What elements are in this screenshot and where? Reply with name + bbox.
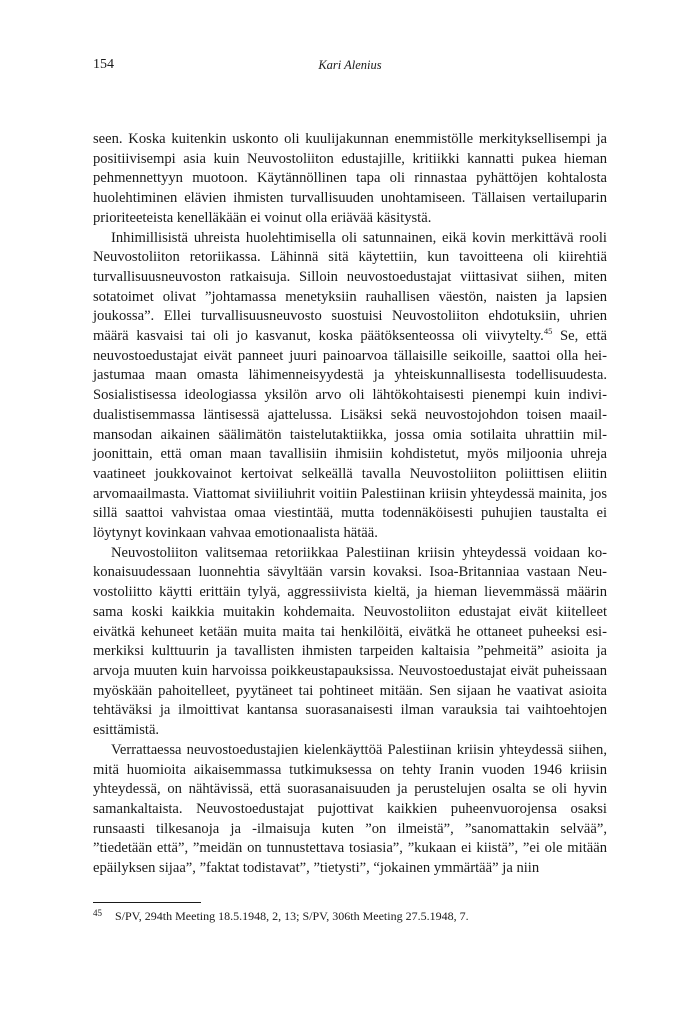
footnote-reference[interactable]: 45 <box>543 326 553 337</box>
paragraph-2-text-before-note: Inhimillisistä uhreista huolehtimisella oli satunnainen, eikä kovin merkittävä rooli Neuvostoliiton retoriikassa. Lähinnä sitä käytettiin, kun tavoitteena oli kiirehtiä turvallisuusneuvoston ratkaisuja. Silloin neuvostoedustajat viittasivat siihen, miten sotatoimet olivat ”johtamassa menetyksiin rauhallisen väestön, naisten ja lapsien joukossa”. Ellei turvallisuusneuvosto suostuisi Neuvostoliiton ehdotuksiin, uhrien määrä kasvaisi tai oli jo kasvanut, koska päätöksenteossa oli viivytelty. <box>93 229 607 345</box>
paragraph-2-text-after-note: Se, että neuvostoedustajat eivät panneet juuri painoarvoa tällaisille seikoille, saattoi olla heijastumaa maan omasta lähimenneisyydestä ja yhteiskunnallisesta todellisuudesta. Sosialistisessa ideologiassa yksilön arvo oli lähtökohtaisesti pienempi kuin individualistisemmassa läntisessä ajattelussa. Lisäksi sekä neuvostojohdon toisen maailmansodan aikainen säälimätön taistelutaktiikka, jossa omia sotilaita uhrattiin miljoonittain, että oman maan tavallisiin ihmisiin kohdistetut, myös miljoonia uhreja vaatineet joukkovainot kertoivat selkeällä tavalla Neuvostoliiton poliittisen eliitin arvomaailmasta. Viattomat siviiliuhrit voitiin Palestiinan kriisin yhteydessä mainita, jos sillä saattoi vahvistaa omaa viestintää, mutta todennäköisesti puhujien taustalta ei löytynyt kovinkaan vahvaa emotionaalista hätää. <box>93 328 607 542</box>
footnote-divider <box>93 902 201 903</box>
running-head <box>93 56 607 74</box>
paragraph-2 <box>93 229 607 544</box>
paragraph-3: Neuvostoliiton valitsemaa retoriikkaa Palestiinan kriisin yhteydessä voidaan kokonaisuudessaan luonnehtia sävyltään varsin kovaksi. Isoa-Britanniaa vastaan Neuvostoliitto käytti erittäin tylyä, aggressiivista kieltä, ja hieman lievemmässä määrin sama koski kaikkia muitakin kohdemaita. Neuvostoliiton edustajat eivät kiitelleet eivätkä kehuneet ketään muita maita tai henkilöitä, eivätkä he ottaneet puheeksi esimerkiksi kulttuurin ja tavallisten ihmisten tarpeiden kaltaisia ”pehmeitä” asioita ja arvoja muuten kuin harvoissa poikkeustapauksissa. Neuvostoedustajat eivät puheissaan myöskään pahoitelleet, pyytäneet tai pohtineet mitään. Sen sijaan he vaativat asioita tehtäväksi ja ilmoittivat kantansa suorasanaisesti ilman varauksia tai vaihtoehtojen esittämistä. <box>93 544 607 739</box>
body-text <box>93 130 607 879</box>
page-number: 154 <box>93 57 114 72</box>
paragraph-1: seen. Koska kuitenkin uskonto oli kuulijakunnan enemmistölle merkityksellisempi ja positiivisempi asia kuin Neuvostoliiton edustajille, kritiikki kannatti pukea hieman pehmennettyyn muotoon. Käytännöllinen tapa oli rinnastaa pyhättöjen kohtalosta huolehtiminen elävien ihmisten turvallisuuden unohtamiseen. Tällaisen vertailuparin prioriteeteista kenelläkään ei voinut olla eriävää käsitystä. <box>93 131 607 226</box>
footnote-number: 45 <box>93 908 102 918</box>
footnote-text: S/PV, 294th Meeting 18.5.1948, 2, 13; S/PV, 306th Meeting 27.5.1948, 7. <box>115 909 469 923</box>
paragraph-4: Verrattaessa neuvostoedustajien kielenkäyttöä Palestiinan kriisin yhteydessä siihen, mitä huomioita aikaisemmassa tutkimuksessa on tehty Iranin vuoden 1946 kriisin yhteydessä, on nähtävissä, että suorasanaisuuden ja perustelujen osalta se oli hyvin samankaltaista. Neuvostoedustajat pujottivat kaikkien puheenvuorojensa osaksi runsaasti tilkesanoja ja -ilmaisuja kuten ”on ilmeistä”, ”sanomattakin selvää”, ”tiedetään että”, ”meidän on tunnustettava tosiasia”, ”kukaan ei kiistä”, ”ei ole mitään epäilyksen sijaa”, ”faktat todistavat”, ”tietysti”, “jokainen ymmärtää” ja niin <box>93 741 607 877</box>
running-title: Kari Alenius <box>318 58 382 72</box>
book-page <box>93 0 607 1014</box>
